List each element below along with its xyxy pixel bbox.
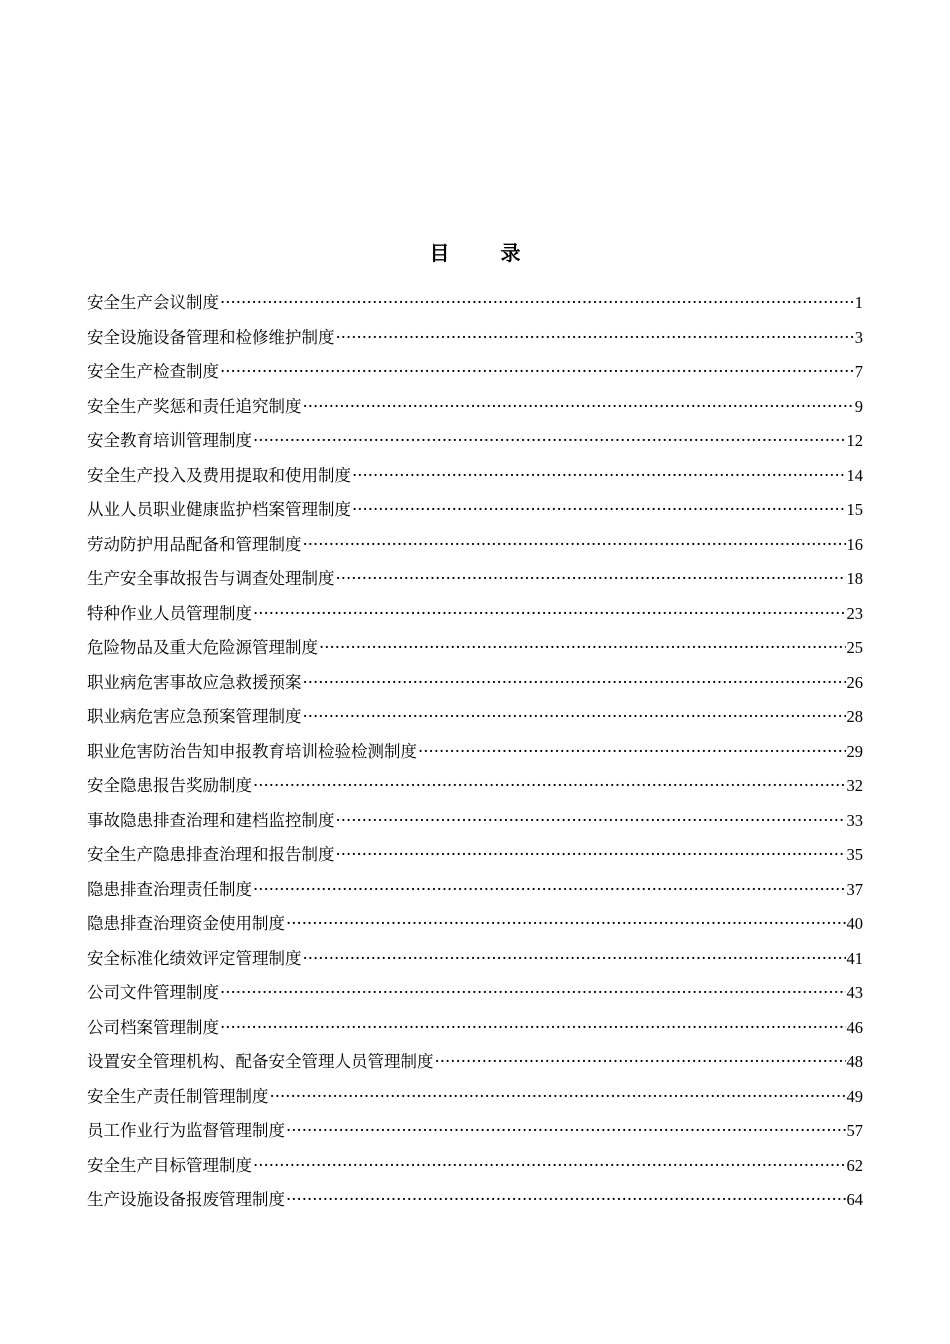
toc-dot-leader: [220, 976, 846, 1011]
toc-entry-page-number: 46: [846, 1017, 863, 1037]
toc-dot-leader: [336, 838, 846, 873]
toc-entry-label: 安全生产检查制度: [87, 362, 219, 381]
toc-dot-leader: [253, 873, 846, 908]
toc-entry-page-number: 49: [846, 1086, 863, 1106]
toc-dot-leader: [286, 1183, 846, 1218]
toc-entry-page-number: 16: [846, 534, 863, 554]
toc-entry[interactable]: [87, 493, 863, 528]
toc-dot-leader: [336, 562, 846, 597]
toc-dot-leader: [303, 942, 846, 977]
toc-entry-page-number: 64: [846, 1190, 863, 1209]
toc-entry[interactable]: [87, 1080, 863, 1115]
toc-dot-leader: [286, 907, 846, 942]
toc-entry-label: 安全教育培训管理制度: [87, 431, 252, 450]
toc-entry-page-number: 37: [846, 879, 863, 899]
toc-entry-page-number: 12: [846, 431, 863, 450]
toc-dot-leader: [253, 597, 846, 632]
toc-entry-label: 设置安全管理机构、配备安全管理人员管理制度: [87, 1052, 434, 1071]
toc-entry-page-number: 26: [846, 672, 863, 692]
toc-entry[interactable]: [87, 1011, 863, 1046]
toc-dot-leader: [303, 528, 846, 563]
toc-dot-leader: [220, 355, 854, 390]
toc-entry[interactable]: [87, 873, 863, 908]
toc-entry-page-number: 33: [846, 810, 863, 830]
toc-entry-label: 安全隐患报告奖励制度: [87, 776, 252, 795]
toc-entry[interactable]: [87, 769, 863, 804]
toc-entry[interactable]: [87, 562, 863, 597]
toc-entry-page-number: 29: [846, 741, 863, 761]
toc-entry[interactable]: [87, 286, 863, 321]
toc-dot-leader: [336, 804, 846, 839]
toc-entry-label: 隐患排查治理资金使用制度: [87, 914, 285, 933]
toc-entry-page-number: 62: [846, 1155, 863, 1175]
toc-dot-leader: [303, 700, 846, 735]
toc-entry[interactable]: [87, 666, 863, 701]
toc-entry-label: 员工作业行为监督管理制度: [87, 1121, 285, 1140]
toc-entry[interactable]: [87, 597, 863, 632]
toc-entry-page-number: 7: [854, 362, 863, 381]
toc-entry[interactable]: [87, 1114, 863, 1149]
toc-entry-page-number: 41: [846, 948, 863, 968]
toc-entry-label: 安全生产投入及费用提取和使用制度: [87, 465, 351, 485]
toc-entry[interactable]: [87, 735, 863, 770]
toc-entry-page-number: 23: [846, 603, 863, 623]
toc-entry-label: 公司文件管理制度: [87, 983, 219, 1002]
toc-entry-label: 安全生产会议制度: [87, 293, 219, 312]
toc-entry[interactable]: [87, 804, 863, 839]
toc-title: 目 录: [429, 241, 543, 265]
toc-entry-page-number: 48: [846, 1052, 863, 1071]
toc-entry-label: 特种作业人员管理制度: [87, 603, 252, 623]
toc-entry-label: 安全标准化绩效评定管理制度: [87, 948, 302, 968]
toc-entry[interactable]: [87, 424, 863, 459]
toc-dot-leader: [286, 1114, 846, 1149]
toc-entry-label: 生产设施设备报废管理制度: [87, 1190, 285, 1209]
toc-entry[interactable]: [87, 942, 863, 977]
toc-entry-label: 安全生产目标管理制度: [87, 1155, 252, 1175]
toc-entry[interactable]: [87, 838, 863, 873]
toc-entry[interactable]: [87, 390, 863, 425]
toc-entry-page-number: 25: [846, 638, 863, 657]
toc-dot-leader: [270, 1080, 846, 1115]
toc-entry-page-number: 35: [846, 845, 863, 864]
toc-entry[interactable]: [87, 528, 863, 563]
toc-entry-label: 安全生产责任制管理制度: [87, 1086, 269, 1106]
toc-entry[interactable]: [87, 355, 863, 390]
toc-list: [87, 286, 863, 1218]
toc-entry-label: 生产安全事故报告与调查处理制度: [87, 569, 335, 588]
toc-entry[interactable]: [87, 1045, 863, 1080]
toc-entry-page-number: 9: [854, 396, 863, 416]
toc-entry-page-number: 57: [846, 1121, 863, 1140]
toc-entry-page-number: 3: [854, 327, 863, 347]
toc-dot-leader: [253, 424, 846, 459]
toc-dot-leader: [352, 459, 846, 494]
toc-entry-label: 隐患排查治理责任制度: [87, 879, 252, 899]
toc-entry-page-number: 1: [854, 293, 863, 312]
toc-entry-label: 事故隐患排查治理和建档监控制度: [87, 810, 335, 830]
toc-entry-label: 职业病危害事故应急救援预案: [87, 672, 302, 692]
toc-entry[interactable]: [87, 700, 863, 735]
toc-entry-label: 劳动防护用品配备和管理制度: [87, 534, 302, 554]
toc-dot-leader: [418, 735, 846, 770]
toc-dot-leader: [220, 286, 854, 321]
toc-entry-page-number: 15: [846, 500, 863, 519]
toc-entry[interactable]: [87, 321, 863, 356]
toc-dot-leader: [220, 1011, 846, 1046]
toc-dot-leader: [319, 631, 846, 666]
toc-entry[interactable]: [87, 976, 863, 1011]
toc-dot-leader: [303, 666, 846, 701]
toc-entry-page-number: 18: [846, 569, 863, 588]
toc-dot-leader: [435, 1045, 846, 1080]
toc-entry-label: 职业危害防治告知申报教育培训检验检测制度: [87, 741, 417, 761]
toc-entry-label: 职业病危害应急预案管理制度: [87, 707, 302, 726]
toc-dot-leader: [352, 493, 846, 528]
toc-entry-page-number: 32: [846, 776, 863, 795]
toc-entry[interactable]: [87, 631, 863, 666]
toc-entry[interactable]: [87, 1149, 863, 1184]
toc-entry-page-number: 28: [846, 707, 863, 726]
toc-dot-leader: [336, 321, 854, 356]
toc-entry-label: 从业人员职业健康监护档案管理制度: [87, 500, 351, 519]
toc-entry-label: 安全设施设备管理和检修维护制度: [87, 327, 335, 347]
toc-entry[interactable]: [87, 1183, 863, 1218]
toc-entry-page-number: 43: [846, 983, 863, 1002]
toc-entry[interactable]: [87, 459, 863, 494]
toc-entry-label: 公司档案管理制度: [87, 1017, 219, 1037]
toc-dot-leader: [303, 390, 854, 425]
toc-entry-label: 安全生产奖惩和责任追究制度: [87, 396, 302, 416]
toc-entry-label: 安全生产隐患排查治理和报告制度: [87, 845, 335, 864]
toc-dot-leader: [253, 1149, 846, 1184]
toc-entry[interactable]: [87, 907, 863, 942]
toc-entry-label: 危险物品及重大危险源管理制度: [87, 638, 318, 657]
toc-entry-page-number: 40: [846, 914, 863, 933]
toc-entry-page-number: 14: [846, 465, 863, 485]
toc-dot-leader: [253, 769, 846, 804]
